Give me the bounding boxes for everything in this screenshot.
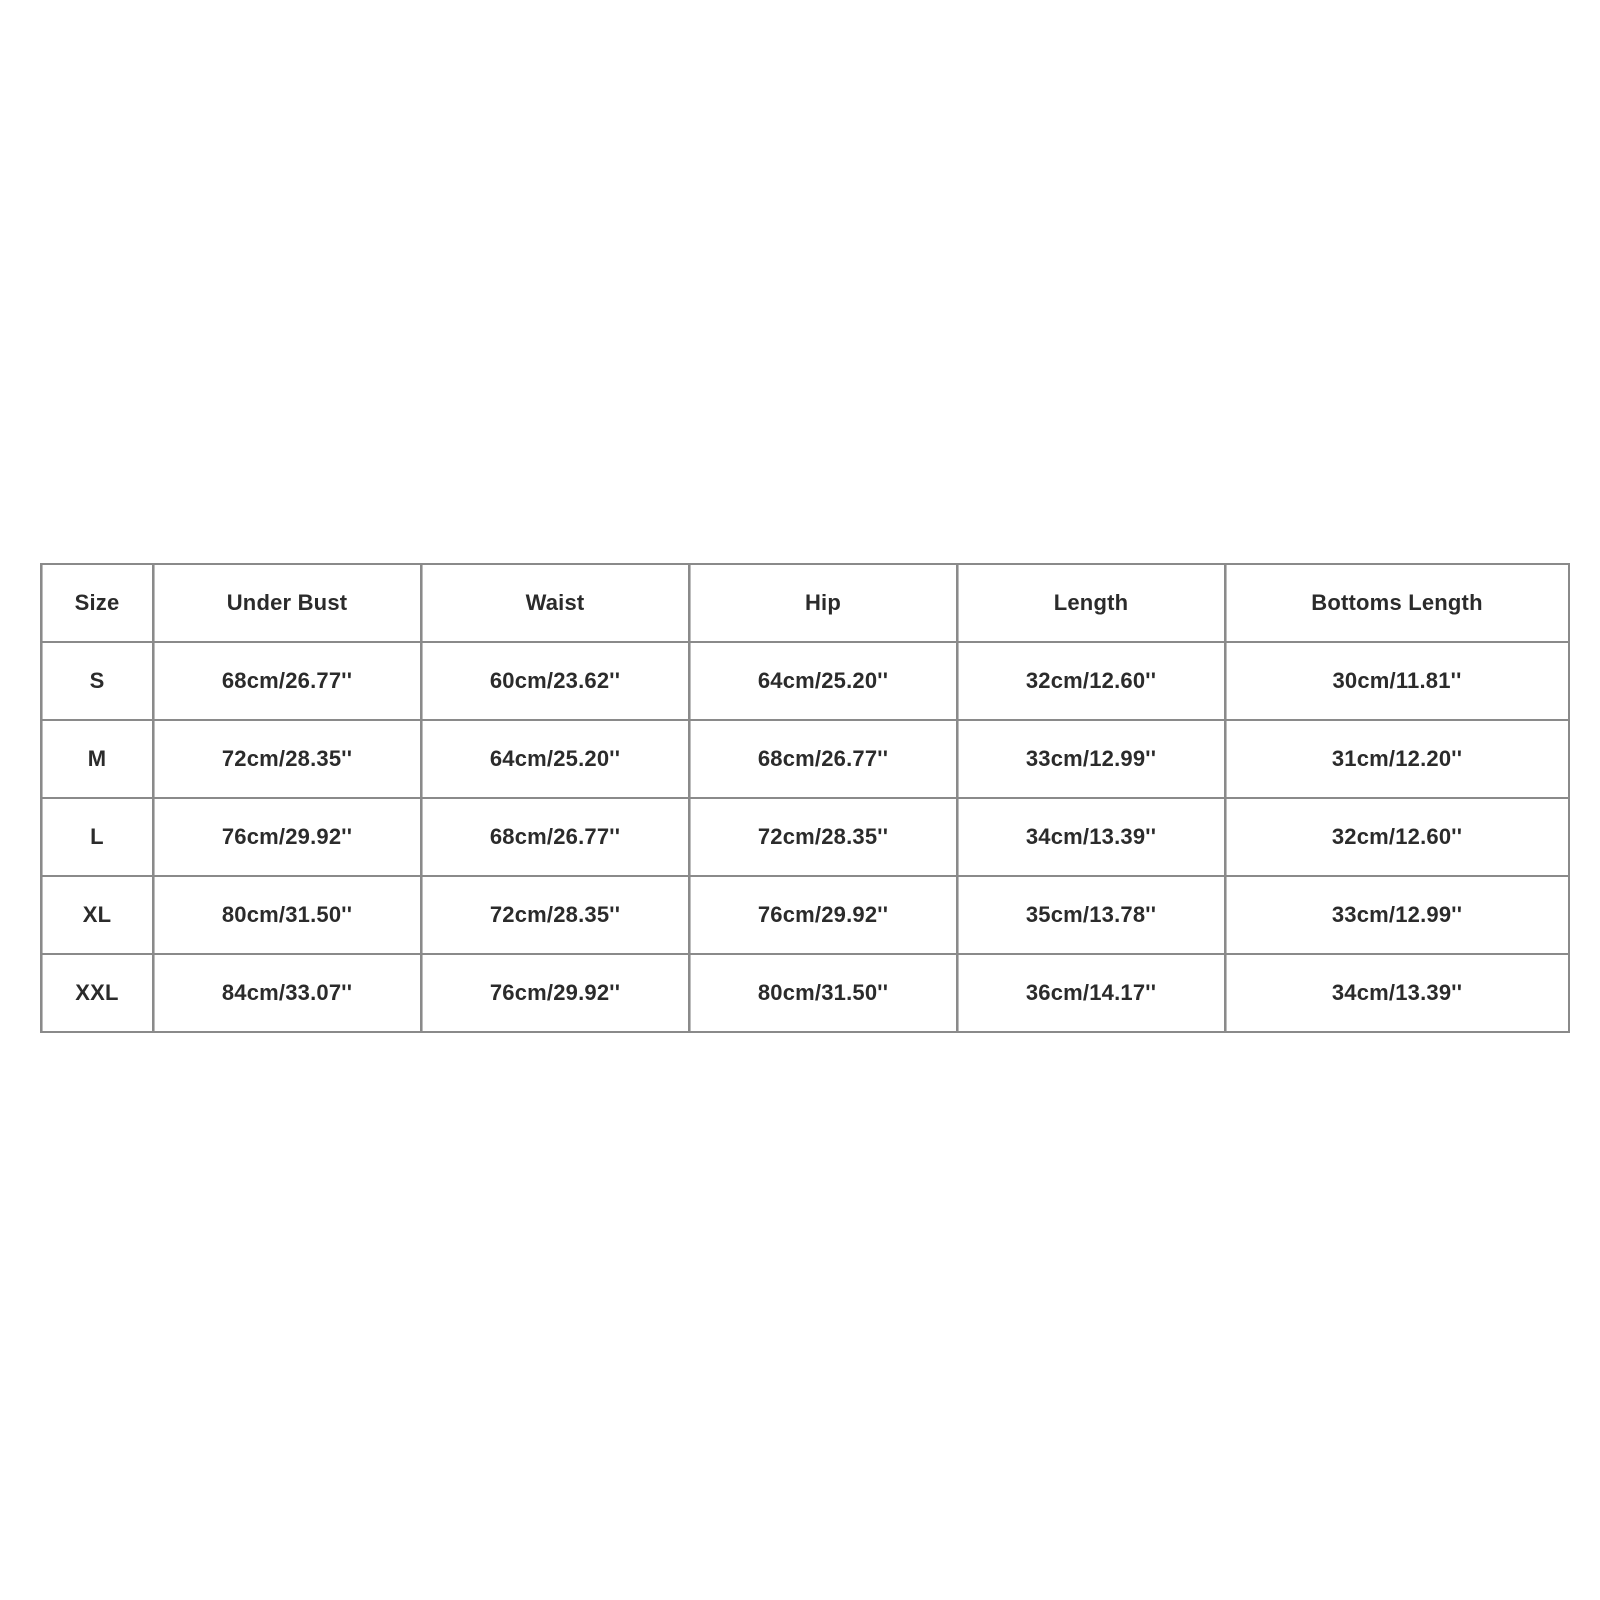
cell-waist: 60cm/23.62'' — [421, 642, 689, 720]
cell-size: M — [41, 720, 153, 798]
header-waist: Waist — [421, 564, 689, 642]
cell-size: XL — [41, 876, 153, 954]
cell-bottoms-length: 30cm/11.81'' — [1225, 642, 1569, 720]
cell-length: 35cm/13.78'' — [957, 876, 1225, 954]
cell-waist: 64cm/25.20'' — [421, 720, 689, 798]
table-row — [41, 876, 1569, 954]
header-length: Length — [957, 564, 1225, 642]
cell-hip: 64cm/25.20'' — [689, 642, 957, 720]
cell-under-bust: 72cm/28.35'' — [153, 720, 421, 798]
cell-waist: 72cm/28.35'' — [421, 876, 689, 954]
cell-size: S — [41, 642, 153, 720]
cell-under-bust: 68cm/26.77'' — [153, 642, 421, 720]
cell-hip: 80cm/31.50'' — [689, 954, 957, 1032]
cell-length: 32cm/12.60'' — [957, 642, 1225, 720]
header-size: Size — [41, 564, 153, 642]
cell-hip: 72cm/28.35'' — [689, 798, 957, 876]
cell-hip: 76cm/29.92'' — [689, 876, 957, 954]
header-hip: Hip — [689, 564, 957, 642]
cell-bottoms-length: 34cm/13.39'' — [1225, 954, 1569, 1032]
table-row — [41, 720, 1569, 798]
header-under-bust: Under Bust — [153, 564, 421, 642]
cell-bottoms-length: 32cm/12.60'' — [1225, 798, 1569, 876]
cell-under-bust: 76cm/29.92'' — [153, 798, 421, 876]
table-row — [41, 954, 1569, 1032]
cell-hip: 68cm/26.77'' — [689, 720, 957, 798]
cell-waist: 76cm/29.92'' — [421, 954, 689, 1032]
cell-bottoms-length: 33cm/12.99'' — [1225, 876, 1569, 954]
cell-bottoms-length: 31cm/12.20'' — [1225, 720, 1569, 798]
size-chart-table — [40, 563, 1570, 1033]
cell-length: 36cm/14.17'' — [957, 954, 1225, 1032]
header-bottoms-length: Bottoms Length — [1225, 564, 1569, 642]
table-header-row — [41, 564, 1569, 642]
table-row — [41, 642, 1569, 720]
cell-length: 33cm/12.99'' — [957, 720, 1225, 798]
cell-length: 34cm/13.39'' — [957, 798, 1225, 876]
cell-under-bust: 84cm/33.07'' — [153, 954, 421, 1032]
cell-waist: 68cm/26.77'' — [421, 798, 689, 876]
cell-size: L — [41, 798, 153, 876]
table-row — [41, 798, 1569, 876]
cell-size: XXL — [41, 954, 153, 1032]
cell-under-bust: 80cm/31.50'' — [153, 876, 421, 954]
